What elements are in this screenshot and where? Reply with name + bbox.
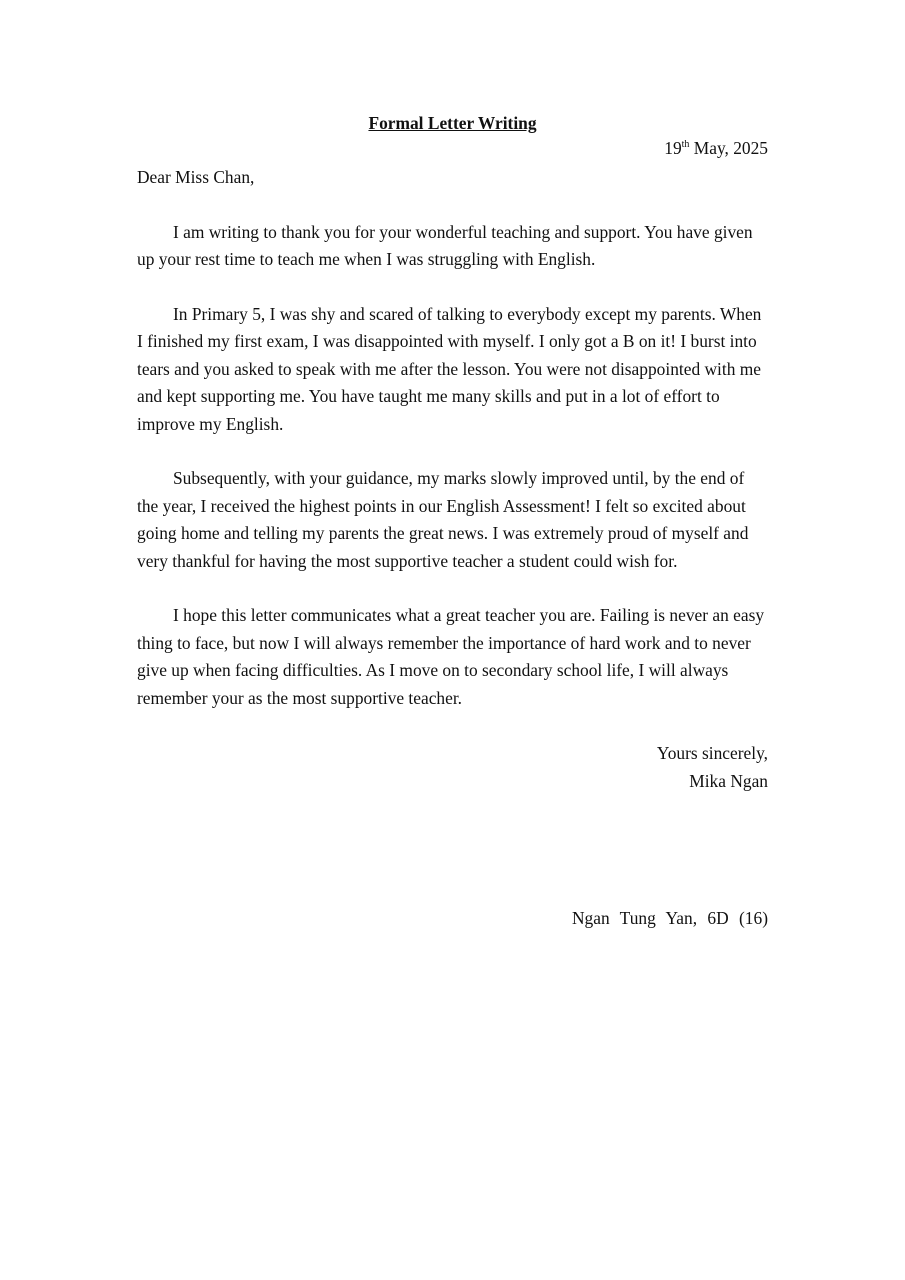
- date-day: 19: [664, 138, 682, 158]
- body-paragraph-2: In Primary 5, I was shy and scared of talking to everybody except my parents. When I finished my first exam, I was disappointed with myself. I only got a B on it! I burst into tears and you asked to speak with me after the lesson. You were not disappointed with me and kept supporting me. You have taught me many skills and put in a lot of effort to improve my English.: [137, 304, 762, 434]
- letter-page: [137, 108, 768, 795]
- student-info: Ngan Tung Yan, 6D (16): [571, 908, 768, 928]
- closing-block: [137, 739, 768, 795]
- signature-name: Mika Ngan: [689, 771, 768, 792]
- salutation: Dear Miss Chan,: [137, 167, 255, 187]
- body-paragraph-1: I am writing to thank you for your wonderful teaching and support. You have given up your rest time to teach me when I was struggling with English.: [137, 221, 753, 270]
- letter-date: [137, 135, 768, 162]
- body-paragraph-3: Subsequently, with your guidance, my marks slowly improved until, by the end of the year, I received the highest points in our English Assessment! I felt so excited about going home and telling my parents the great news. I was extremely proud of myself and very thankful for having the most supportive teacher a student could wish for.: [137, 468, 749, 571]
- date-suffix: th: [681, 139, 690, 150]
- body-paragraph-4: I hope this letter communicates what a great teacher you are. Failing is never an easy thing to face, but now I will always remember the importance of hard work and to never give up when facing difficulties. As I move on to secondary school life, I will always remember your as the most supportive teacher.: [137, 605, 765, 708]
- letter-title: Formal Letter Writing: [368, 113, 537, 133]
- date-month-year: May, 2025: [689, 138, 768, 158]
- closing-phrase: Yours sincerely,: [656, 743, 768, 764]
